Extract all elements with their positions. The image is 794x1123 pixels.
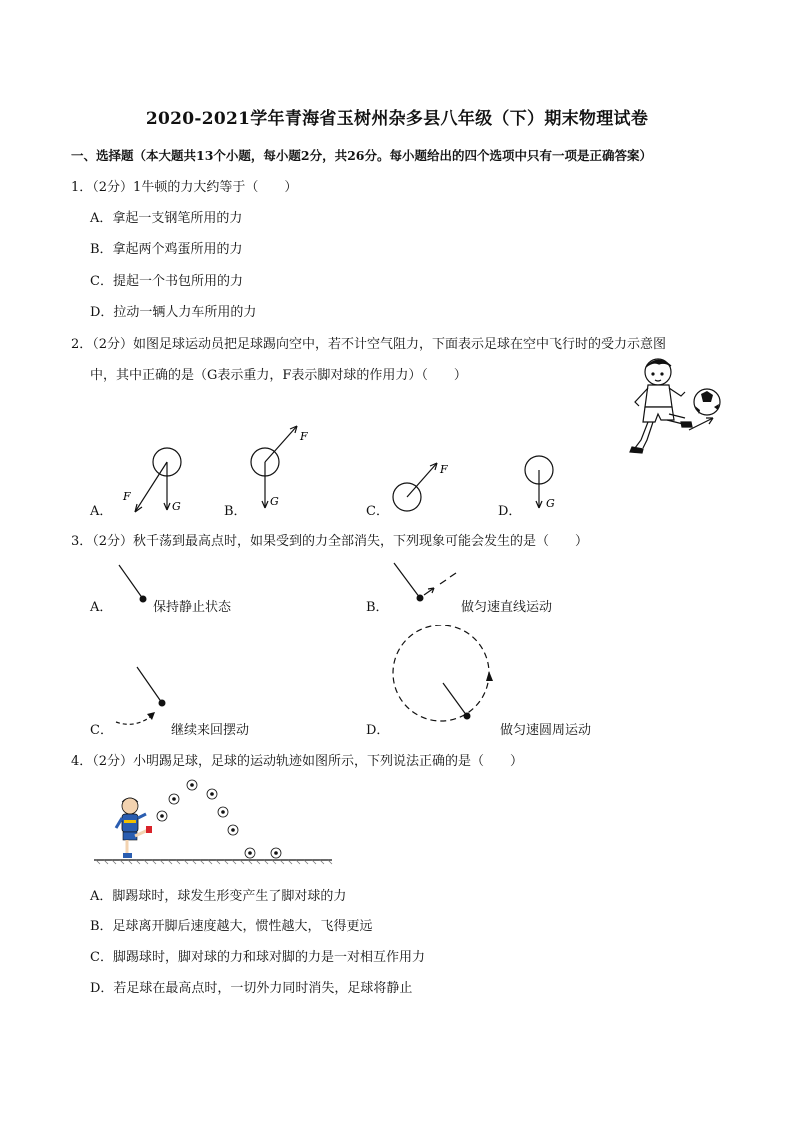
- force-g-label: G: [172, 500, 181, 513]
- question-3-option-d-text: 做匀速圆周运动: [500, 723, 592, 738]
- question-2-diagram-c: [385, 455, 465, 520]
- question-4-option-c: C．脚踢球时，脚对球的力和球对脚的力是一对相互作用力: [90, 950, 425, 965]
- question-3-diagram-d: [390, 625, 500, 725]
- question-3-stem: 3．（2分）秋千荡到最高点时，如果受到的力全部消失，下列现象可能会发生的是（ ）: [71, 534, 589, 549]
- question-3-option-a-text: 保持静止状态: [153, 600, 232, 615]
- question-4-option-b: B．足球离开脚后速度越大，惯性越大，飞得更远: [90, 919, 373, 934]
- question-3-diagram-a: [115, 562, 155, 607]
- force-g-label: G: [546, 497, 555, 510]
- question-3-option-c-label: C．: [90, 723, 113, 738]
- soccer-trajectory-illustration: [92, 774, 337, 869]
- question-3-option-b-label: B．: [366, 600, 389, 615]
- page-title: 2020-2021学年青海省玉树州杂多县八年级（下）期末物理试卷: [145, 109, 649, 129]
- force-f-label: F: [440, 463, 448, 476]
- question-3-option-c-text: 继续来回摆动: [171, 723, 250, 738]
- question-2-diagram-d: [520, 450, 580, 520]
- question-3-diagram-b: [390, 560, 460, 605]
- question-1-stem: 1．（2分）1牛顿的力大约等于（ ）: [71, 180, 298, 195]
- force-f-label: F: [123, 490, 131, 503]
- section-heading: 一、选择题（本大题共13个小题，每小题2分，共26分。每小题给出的四个选项中只有一项是正确答案）: [71, 148, 652, 163]
- question-2-option-d-label: D．: [498, 504, 522, 519]
- question-2-diagram-a: [115, 440, 195, 520]
- question-3-option-b-text: 做匀速直线运动: [461, 600, 553, 615]
- question-4-option-d: D．若足球在最高点时，一切外力同时消失，足球将静止: [90, 981, 413, 996]
- question-4-stem: 4．（2分）小明踢足球，足球的运动轨迹如图所示，下列说法正确的是（ ）: [71, 754, 524, 769]
- question-2-stem-line1: 2．（2分）如图足球运动员把足球踢向空中，若不计空气阻力，下面表示足球在空中飞行时的受力示意图: [71, 337, 667, 352]
- soccer-player-illustration: [615, 352, 725, 457]
- question-1-option-d: D．拉动一辆人力车所用的力: [90, 305, 257, 320]
- question-3-option-d-label: D．: [366, 723, 390, 738]
- question-2-diagram-b: [240, 420, 320, 520]
- question-1-option-a: A．拿起一支钢笔所用的力: [90, 211, 243, 226]
- question-1-option-b: B．拿起两个鸡蛋所用的力: [90, 242, 243, 257]
- question-2-option-b-label: B．: [224, 504, 247, 519]
- question-4-option-a: A．脚踢球时，球发生形变产生了脚对球的力: [90, 889, 347, 904]
- force-f-label: F: [300, 430, 308, 443]
- question-2-stem-line2: 中，其中正确的是（G表示重力，F表示脚对球的作用力）（ ）: [90, 368, 467, 383]
- question-3-option-a-label: A．: [90, 600, 113, 615]
- question-1-option-c: C．提起一个书包所用的力: [90, 274, 243, 289]
- question-3-diagram-c: [110, 665, 175, 730]
- force-g-label: G: [270, 495, 279, 508]
- question-2-option-c-label: C．: [366, 504, 389, 519]
- question-2-option-a-label: A．: [90, 504, 113, 519]
